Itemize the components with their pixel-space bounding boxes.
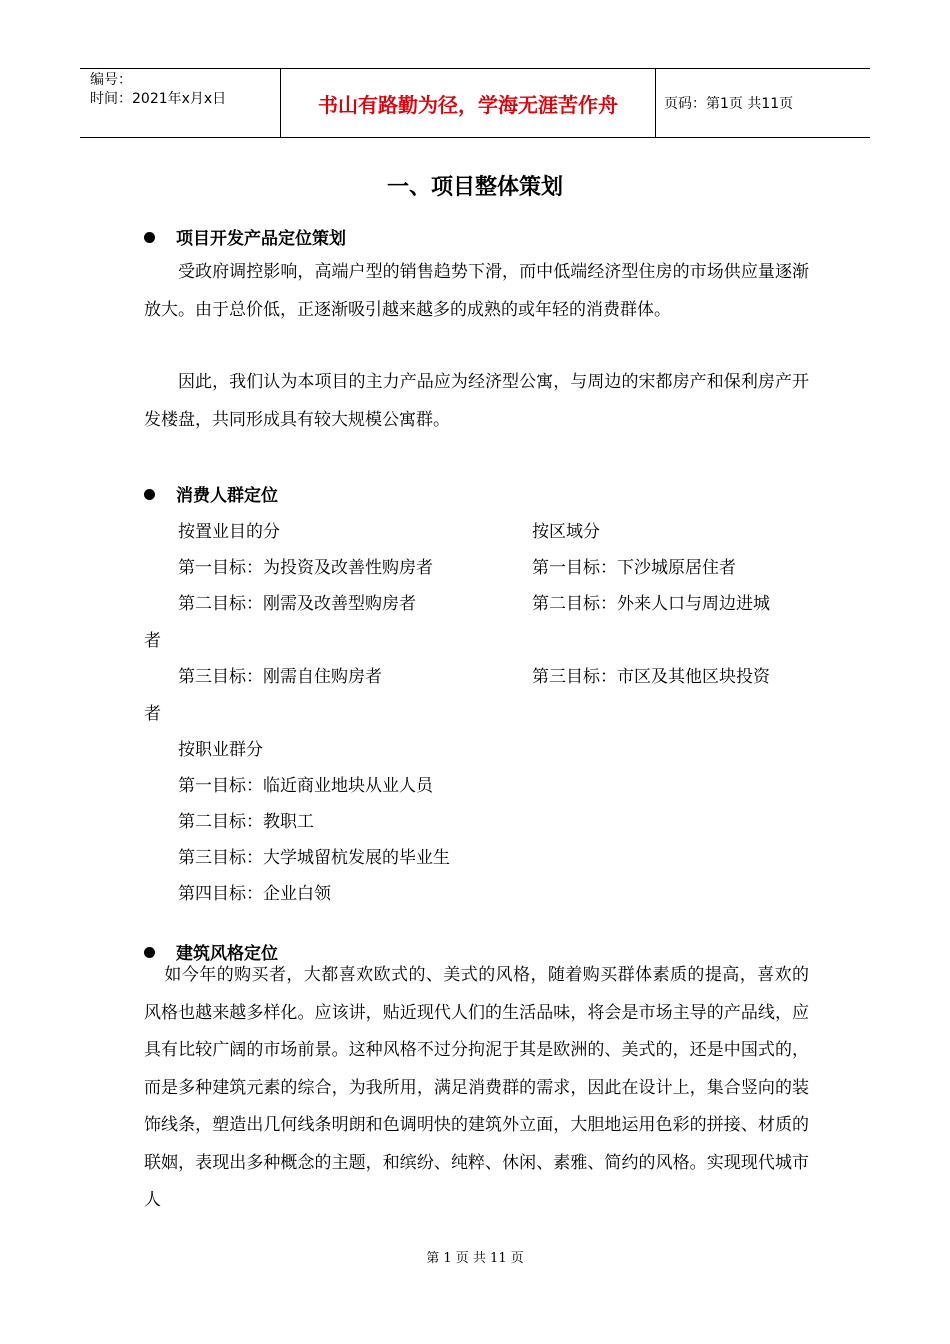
occupation-target-4: 第四目标：企业白领 xyxy=(178,884,331,904)
purpose-target-3: 第三目标：刚需自住购房者 xyxy=(178,667,382,687)
paragraph-market-trend: 受政府调控影响，高端户型的销售趋势下滑，而中低端经济型住房的市场供应量逐渐放大。由于总价低，正逐渐吸引越来越多的成熟的或年轻的消费群体。 xyxy=(144,262,809,320)
page-header xyxy=(80,68,870,138)
section-heading-text: 建筑风格定位 xyxy=(176,944,278,964)
section-heading-product-positioning xyxy=(144,224,346,249)
occupation-target-2: 第二目标：教职工 xyxy=(178,812,314,832)
region-target-3-wrap: 者 xyxy=(144,704,161,724)
header-page-info: 页码：第1页 共11页 xyxy=(664,96,794,112)
bullet-icon xyxy=(144,489,155,500)
purpose-target-2: 第二目标：刚需及改善型购房者 xyxy=(178,594,416,614)
document-time-label: 时间：2021年x月x日 xyxy=(90,91,227,107)
page-title: 一、项目整体策划 xyxy=(386,175,563,200)
occupation-target-1: 第一目标：临近商业地块从业人员 xyxy=(178,776,433,796)
region-target-3: 第三目标：市区及其他区块投资 xyxy=(532,667,770,687)
paragraph-architecture-style: 如今年的购买者，大都喜欢欧式的、美式的风格，随着购买群体素质的提高，喜欢的风格也越来越多样化。应该讲，贴近现代人们的生活品味，将会是市场主导的产品线，应具有比较广阔的市场前景。这种风格不过分拘泥于其是欧洲的、美式的，还是中国式的，而是多种建筑元素的综合，为我所用，满足消费群的需求，因此在设计上，集合竖向的装饰线条，塑造出几何线条明朗和色调明快的建筑外立面，大胆地运用色彩的拼接、材质的联姻，表现出多种概念的主题，和缤纷、纯粹、休闲、素雅、简约的风格。实现现代城市人 xyxy=(144,965,809,1210)
region-target-2: 第二目标：外来人口与周边进城 xyxy=(532,594,770,614)
section-heading-text: 项目开发产品定位策划 xyxy=(176,229,346,249)
bullet-icon xyxy=(144,232,155,243)
section-heading-consumer-positioning xyxy=(144,481,278,506)
header-meta xyxy=(80,69,280,137)
document-number-label: 编号： xyxy=(90,72,132,88)
column-title-region: 按区域分 xyxy=(532,522,600,542)
region-target-1: 第一目标：下沙城原居住者 xyxy=(532,558,736,578)
occupation-target-3: 第三目标：大学城留杭发展的毕业生 xyxy=(178,848,450,868)
column-title-purpose: 按置业目的分 xyxy=(178,522,280,542)
section-heading-text: 消费人群定位 xyxy=(176,486,278,506)
purpose-target-1: 第一目标：为投资及改善性购房者 xyxy=(178,558,433,578)
page-footer: 第 1 页 共 11 页 xyxy=(426,1251,524,1266)
paragraph-main-product: 因此，我们认为本项目的主力产品应为经济型公寓，与周边的宋都房产和保利房产开发楼盘，共同形成具有较大规模公寓群。 xyxy=(144,372,809,430)
header-motto: 书山有路勤为径，学海无涯苦作舟 xyxy=(280,69,656,137)
bullet-icon xyxy=(144,947,155,958)
column-title-occupation: 按职业群分 xyxy=(178,740,263,760)
region-target-2-wrap: 者 xyxy=(144,631,161,651)
